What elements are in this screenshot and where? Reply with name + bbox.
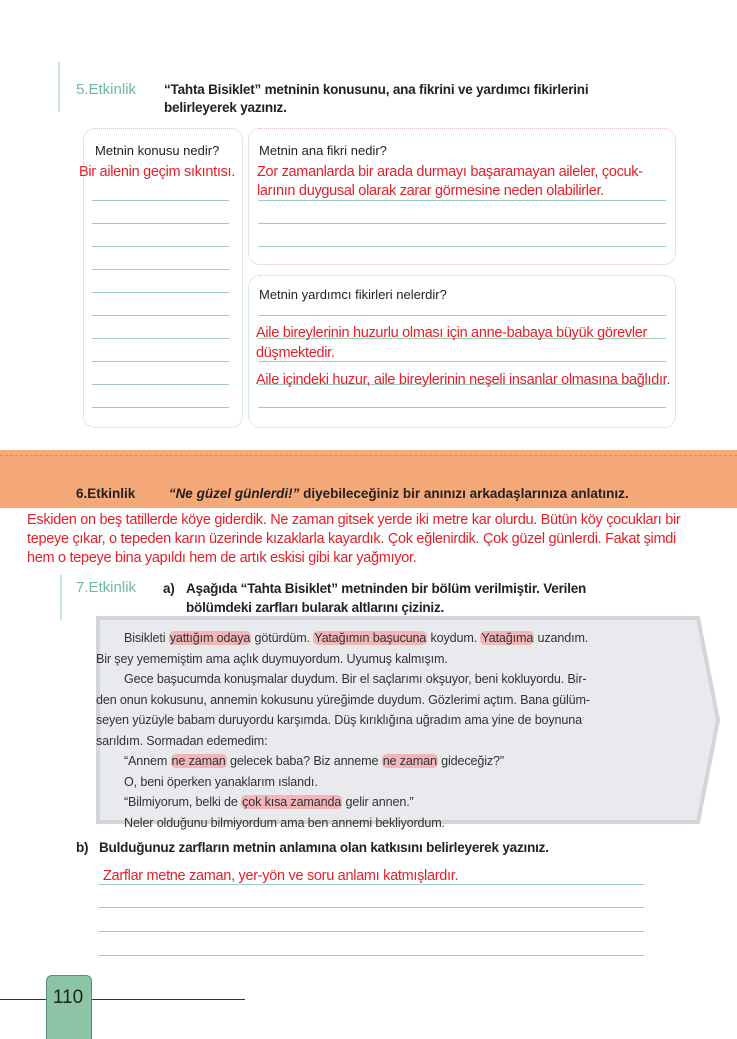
- supporting-question: Metnin yardımcı fikirleri nelerdir?: [259, 287, 447, 302]
- divider: [58, 62, 60, 112]
- passage-line: seyen yüzüyle babam duruyordu karşımda. Düş kırıklığına uğradım ama yine de boynuna: [96, 713, 582, 727]
- part-a-instruction: Aşağıda “Tahta Bisiklet” metninden bir bölüm verilmiştir. Verilen: [186, 581, 587, 596]
- activity6-instruction: diyebileceğiniz bir anınızı arkadaşlarınıza anlatınız.: [299, 486, 629, 501]
- passage-line: Neler olduğunu bilmiyordum ama ben annemi bekliyordum.: [124, 815, 445, 830]
- activity7-label: 7.Etkinlik: [76, 579, 137, 596]
- divider: [60, 575, 62, 620]
- activity5-instruction: “Tahta Bisiklet” metninin konusunu, ana fikrini ve yardımcı fikirlerini: [164, 82, 589, 97]
- main-idea-question: Metnin ana fikri nedir?: [259, 143, 387, 158]
- activity6-answer-3[interactable]: hem o tepeye bina yapıldı hem de artık eskisi gibi kar yağmıyor.: [27, 550, 417, 566]
- part-b-answer[interactable]: Zarflar metne zaman, yer-yön ve soru anlamı katmışlardır.: [103, 868, 459, 884]
- supporting-answer-1b[interactable]: düşmektedir.: [256, 345, 335, 361]
- activity6-answer-2[interactable]: tepeye çıkar, o tepeden karın üzerinde kızaklarla kayardık. Çok eğlenirdik. Çok güzel günlerdi. Fakat şimdi: [27, 531, 676, 547]
- adverb-highlight: Yatağımın başucuna: [314, 631, 427, 645]
- passage: [96, 628, 590, 833]
- passage-line: O, beni öperken yanaklarım ıslandı.: [124, 774, 318, 789]
- supporting-answer-1[interactable]: Aile bireylerinin huzurlu olması için anne-babaya büyük görevler: [256, 325, 648, 341]
- adverb-highlight: Yatağıma: [481, 631, 534, 645]
- topic-answer[interactable]: Bir ailenin geçim sıkıntısı.: [79, 164, 235, 180]
- passage-line: Gece başucumda konuşmalar duydum. Bir el saçlarımı okşuyor, beni kokluyordu. Bir-: [124, 672, 587, 686]
- passage-line: den onun kokusunu, annemin kokusunu yüreğimde duydum. Gözlerimi açtım. Bana gülüm-: [96, 692, 590, 707]
- passage-line: Bisikleti yattığım odaya götürdüm. Yatağımın başucuna koydum. Yatağıma uzandım.: [124, 631, 589, 645]
- activity6-label: 6.Etkinlik: [76, 486, 136, 501]
- page-number: 110: [52, 987, 84, 1008]
- activity6-answer-1[interactable]: Eskiden on beş tatillerde köye giderdik. Ne zaman gitsek yerde iki metre kar olurdu. Bütün köy çocukları bir: [27, 512, 681, 528]
- adverb-highlight: ne zaman: [171, 754, 226, 768]
- adverb-highlight: ne zaman: [382, 754, 437, 768]
- main-idea-answer[interactable]: Zor zamanlarda bir arada durmayı başaramayan aileler, çocuk-: [257, 164, 643, 180]
- adverb-highlight: çok kısa zamanda: [242, 795, 342, 809]
- adverb-highlight: yattığım odaya: [169, 631, 251, 645]
- footer-line: [0, 999, 245, 1000]
- passage-line: “Annem ne zaman gelecek baba? Biz anneme ne zaman gideceğiz?”: [124, 754, 504, 768]
- supporting-answer-2[interactable]: Aile içindeki huzur, aile bireylerinin neşeli insanlar olmasına bağlıdır.: [256, 372, 671, 388]
- part-a-label: a): [163, 581, 175, 596]
- activity5-instruction-2: belirleyerek yazınız.: [164, 100, 287, 115]
- quote-italic: “Ne güzel günlerdi!”: [168, 486, 300, 501]
- part-a-instruction-2: bölümdeki zarfları bularak altlarını çiziniz.: [186, 600, 445, 615]
- topic-question: Metnin konusu nedir?: [95, 143, 220, 158]
- main-idea-answer-2[interactable]: larının duygusal olarak zarar görmesine neden olabilirler.: [257, 183, 604, 199]
- activity5-label: 5.Etkinlik: [76, 81, 137, 98]
- passage-line: “Bilmiyorum, belki de çok kısa zamanda gelir annen.”: [124, 795, 414, 809]
- passage-line: sarıldım. Sormadan edemedim:: [96, 733, 268, 748]
- activity6-heading: [76, 486, 629, 501]
- passage-line: Bir şey yememiştim ama açlık duymuyordum. Uyumuş kalmışım.: [96, 651, 448, 666]
- part-b-instruction: Bulduğunuz zarfların metnin anlamına olan katkısını belirleyerek yazınız.: [99, 840, 549, 855]
- part-b-label: b): [76, 840, 89, 855]
